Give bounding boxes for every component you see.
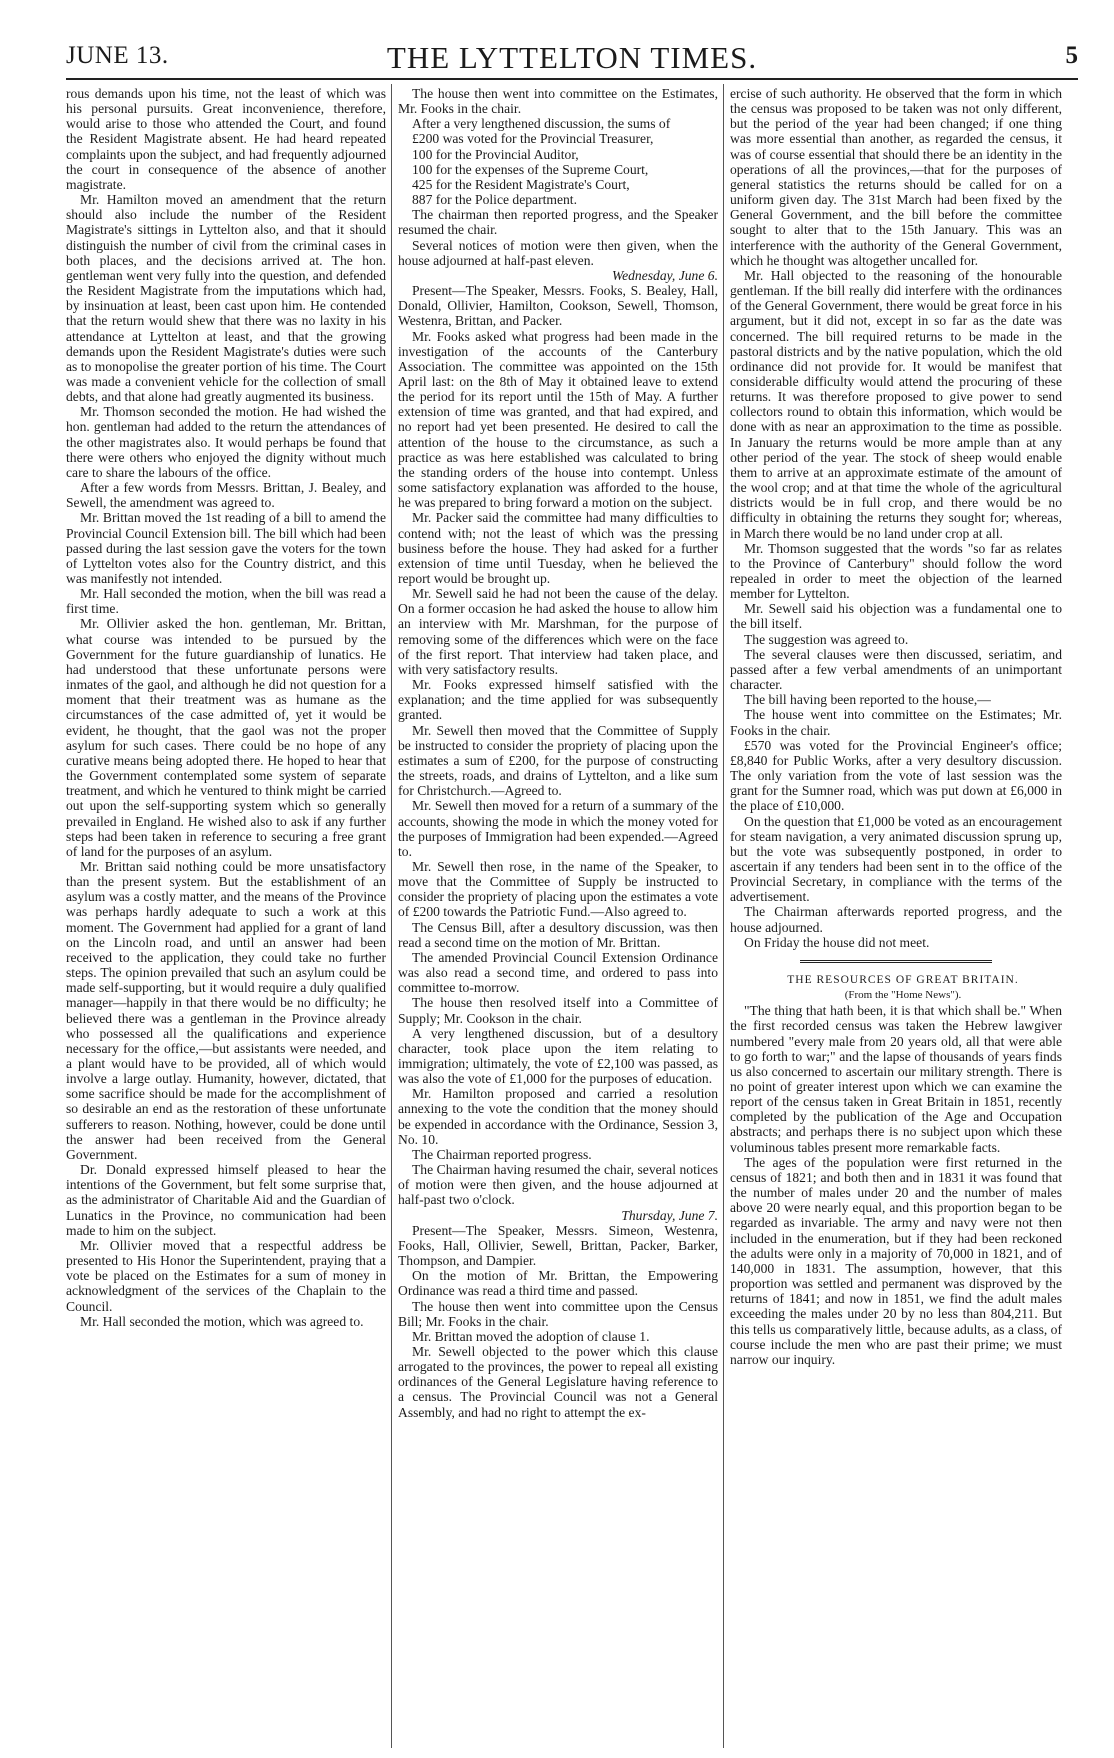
paragraph: Mr. Hall objected to the reasoning of the honourable gentleman. If the bill really did interfere with the ordinances of the General Government, there would be great force in his argument, but it did not, except in so far as the date was concerned. The bill required returns to be made in the pastoral districts and by the native population, which the old ordinance did not provide for. It would be manifest that considerable difficulty would attend the procuring of these returns. It was therefore proposed to give power to send collectors round to obtain this information, which would be done with as near an approximation to the time as possible. In January the returns would be more ample than at any other period of the year. The stock of sheep would enable them to arrive at an approximate estimate of the amount of the wool crop; and at that time the whole of the agricultural districts would be in full crop, and there would be no difficulty in obtaining the returns they sought for; whereas, in March there would be no land under crop at all.: [730, 267, 1062, 541]
paragraph: After a few words from Messrs. Brittan, J. Bealey, and Sewell, the amendment was agreed to.: [66, 480, 386, 511]
paragraph: The ages of the population were first returned in the census of 1821; and both then and in 1831 it was found that the number of males under 20 and the number of males above 20 were nearly equal, and this proportion began to be regarded as invariable. The army and navy were not then included in the enumeration, but if they had been reckoned the adults were only in a majority of 70,000 in 1821, and of 140,000 in 1831. The assumption, however, that this proportion was settled and permanent was disproved by the returns of 1841; and now in 1851, we find the adult males exceeding the males under 20 by no less than 804,211. But this tells us comparatively little, because adults, as a class, of course include the men who are past their prime; we must narrow our inquiry.: [730, 1154, 1062, 1367]
paragraph: Mr. Brittan moved the 1st reading of a bill to amend the Provincial Council Extension bill. The bill which had been passed during the last session gave the voters for the town of Lyttelton votes also for the Country district, and this was manifestly not intended.: [66, 510, 386, 586]
paragraph: The house then went into committee on the Estimates, Mr. Fooks in the chair.: [398, 86, 718, 117]
session-date: Thursday, June 7.: [621, 1207, 718, 1223]
paragraph: £570 was voted for the Provincial Engineer's office; £8,840 for Public Works, after a very desultory discussion. The only variation from the vote of last session was the grant for the Sumner road, which was put down at £6,000 in the place of £10,000.: [730, 737, 1062, 814]
sum-item: £200 was voted for the Provincial Treasurer,: [412, 131, 654, 147]
masthead-date: JUNE 13.: [66, 42, 169, 69]
session-date: Wednesday, June 6.: [612, 267, 718, 283]
paragraph: "The thing that hath been, it is that which shall be." When the first recorded census was taken the Hebrew lawgiver numbered "every male from 20 years old, all that were able to go forth to war;" and the lapse of thousands of years finds us also concerned to ascertain our military strength. There is no point of greater interest upon which we can examine the report of the census taken in Great Britain in 1851, recently completed by the publication of the Age and Occupation abstracts; and perhaps there is no subject upon which these voluminous tables present more remarkable facts.: [730, 1003, 1062, 1155]
column-separator: [723, 84, 724, 1748]
sum-item: 887 for the Police department.: [412, 192, 577, 208]
paragraph: Mr. Hall seconded the motion, when the bill was read a first time.: [66, 586, 386, 617]
paragraph: Mr. Ollivier asked the hon. gentleman, Mr. Brittan, what course was intended to be pursued by the Government for the future guardianship of lunatics. He had understood that these unfortunate persons were inmates of the gaol, and although he did not question for a moment that their treatment was as humane as the circumstances of the case admitted of, yet it would be evident, he thought, that the gaol was not the proper asylum for such cases. There could be no hope of any curative means being adopted there. He hoped to hear that the Government contemplated some system of separate treatment, and which he ventured to think might be carried out upon the self-supporting system which so generally prevailed in England. He wished also to ask if any further steps had been taken in reference to securing a free grant of land for the purposes of an asylum.: [66, 616, 386, 859]
paragraph: Mr. Thomson suggested that the words "so far as relates to the Province of Canterbury" should follow the word repealed in order to meet the objection of the learned member for Lyttelton.: [730, 540, 1062, 602]
paragraph: Present—The Speaker, Messrs. Simeon, Westenra, Fooks, Hall, Ollivier, Sewell, Brittan, Packer, Barker, Thompson, and Dampier.: [398, 1222, 718, 1269]
paragraph: The Census Bill, after a desultory discussion, was then read a second time on the motion of Mr. Brittan.: [398, 919, 718, 950]
paragraph: On the motion of Mr. Brittan, the Empowering Ordinance was read a third time and passed.: [398, 1268, 718, 1299]
paragraph: Mr. Brittan moved the adoption of clause 1.: [412, 1328, 650, 1344]
paragraph: The house then went into committee upon the Census Bill; Mr. Fooks in the chair.: [398, 1298, 718, 1329]
paragraph: Mr. Sewell said his objection was a fundamental one to the bill itself.: [730, 601, 1062, 632]
column-3: [730, 86, 1062, 1748]
paragraph: ercise of such authority. He observed that the form in which the census was proposed to be taken was not only different, but the period of the year had been changed; if one thing was more essential than another, as regarded the census, it was of course essential that should there be an identity in the operations of all the provinces,—that for the purposes of general statistics the returns should be called for on a uniform given day. The 31st March had been fixed by the General Government, and the bill before the committee sought to alter that to the 15th January. This was an interference with the authority of the General Government, which he thought was altogether uncalled for.: [730, 86, 1062, 268]
paragraph: Dr. Donald expressed himself pleased to hear the intentions of the Government, but felt some surprise that, as the administrator of Charitable Aid and the Guardian of Lunatics in the Province, no communication had been made to him on the subject.: [66, 1162, 386, 1238]
sum-item: 100 for the Provincial Auditor,: [412, 146, 579, 162]
paragraph: The Chairman having resumed the chair, several notices of motion were then given, and the house adjourned at half-past two o'clock.: [398, 1162, 718, 1208]
paragraph: After a very lengthened discussion, the sums of: [412, 116, 671, 132]
masthead: [66, 40, 1078, 80]
paragraph: Mr. Thomson seconded the motion. He had wished the hon. gentleman had added to the return the attendances of the other magistrates also. It would perhaps be found that there were others who enjoyed the dignity without much care to share the labours of the office.: [66, 404, 386, 480]
sum-item: 100 for the expenses of the Supreme Court,: [412, 161, 649, 177]
paragraph: Mr. Ollivier moved that a respectful address be presented to His Honor the Superintendent, praying that a vote be placed on the Estimates for a sum of money in acknowledgment of the services of the Chaplain to the Council.: [66, 1237, 386, 1314]
column-separator: [391, 84, 392, 1748]
paragraph: Mr. Sewell objected to the power which this clause arrogated to the provinces, the power to repeal all existing ordinances of the General Legislature having reference to a census. The Provincial Council was not a General Assembly, and had no right to attempt the ex-: [398, 1343, 718, 1420]
paragraph: The Chairman afterwards reported progress, and the house adjourned.: [730, 904, 1062, 935]
paragraph: Mr. Hamilton moved an amendment that the return should also include the number of the Resident Magistrate's sittings in Lyttelton also, and that it should distinguish the number of civil from the criminal cases in both places, and the decisions arrived at. The hon. gentleman went very fully into the question, and defended the Resident Magistrate from the imputations which had, by insinuation at least, been cast upon him. He contended that the return would shew that there was no laxity in his attendance at Lyttelton at least, and that the growing demands upon the Resident Magistrate's duties were such as to monopolise the greater portion of his time. The Court was made a convenient vehicle for the collection of small debts, and that alone had greatly augmented its business.: [66, 192, 386, 405]
paragraph: Present—The Speaker, Messrs. Fooks, S. Bealey, Hall, Donald, Ollivier, Hamilton, Cookson, Sewell, Thomson, Westenra, Brittan, and Packer.: [398, 283, 718, 329]
sum-item: 425 for the Resident Magistrate's Court,: [412, 176, 630, 192]
paragraph: The several clauses were then discussed, seriatim, and passed after a few verbal amendments of an unimportant character.: [730, 646, 1062, 693]
paragraph: Mr. Hall seconded the motion, which was agreed to.: [80, 1313, 364, 1329]
column-2: [398, 86, 718, 1748]
paragraph: Mr. Hamilton proposed and carried a resolution annexing to the vote the condition that the money should be expended in accordance with the Ordinance, Session 3, No. 10.: [398, 1086, 718, 1147]
paragraph: On Friday the house did not meet.: [744, 934, 930, 950]
column-1: [66, 86, 386, 1748]
paragraph: Mr. Packer said the committee had many difficulties to contend with; not the least of which was the pressing business before the house. They had asked for a further extension of time until Tuesday, when he believed the report would be brought up.: [398, 510, 718, 586]
paragraph: The amended Provincial Council Extension Ordinance was also read a second time, and ordered to pass into committee to-morrow.: [398, 949, 718, 996]
paragraph: The house then resolved itself into a Committee of Supply; Mr. Cookson in the chair.: [398, 995, 718, 1026]
paragraph: Mr. Sewell then rose, in the name of the Speaker, to move that the Committee of Supply be instructed to consider the propriety of placing upon the estimates a vote of £200 towards the Patriotic Fund.—Also agreed to.: [398, 858, 718, 920]
paragraph: Mr. Brittan said nothing could be more unsatisfactory than the present system. But the establishment of an asylum was a costly matter, and the means of the Province was perhaps hardly adequate to such a work at this moment. The Government had applied for a grant of land on the Lincoln road, and until an answer had been received to the application, they could take no further steps. The opinion prevailed that such an asylum could be made self-supporting, but it would require a duly qualified manager—happily in that there would be no difficulty; he believed there was a gentleman in the Province already who possessed all the qualifications and experience necessary for the office,—but assistants were needed, and a plant would have to be provided, all of which would involve a large outlay. Humanity, however, dictated, that some sacrifice should be made for the accomplishment of so desirable an end as the restoration of these unfortunate sufferers to reason. Nothing, however, could be done until the answer had been received from the General Government.: [66, 858, 386, 1162]
paragraph: The Chairman reported progress.: [412, 1146, 592, 1162]
paragraph: The bill having been reported to the house,—: [744, 692, 991, 708]
paragraph: A very lengthened discussion, but of a desultory character, took place upon the item relating to immigration; ultimately, the vote of £2,100 was passed, as was also the vote of £1,000 for the purposes of education.: [398, 1025, 718, 1087]
masthead-title: THE LYTTELTON TIMES.: [386, 40, 758, 75]
section-rule: [800, 960, 992, 963]
paragraph: Mr. Fooks asked what progress had been made in the investigation of the accounts of the Canterbury Association. The committee was appointed on the 15th April last: on the 8th of May it obtained leave to extend the period for its report until the 15th of May. A further extension of time was granted, and that had expired, and no report had yet been presented. He desired to call the attention of the house to the circumstance, as such a practice as was here established was calculated to bring the standing orders of the house into contempt. Unless some satisfactory explanation was afforded to the house, he was prepared to bring forward a motion on the subject.: [398, 328, 718, 511]
paragraph: Mr. Fooks expressed himself satisfied with the explanation; and the time applied for was subsequently granted.: [398, 677, 718, 723]
article-source: (From the "Home News").: [844, 989, 962, 1002]
paragraph: Mr. Sewell said he had not been the cause of the delay. On a former occasion he had asked the house to allow him an interview with Mr. Marshman, for the purpose of removing some of the differences which were on the face of the first report. That interview had taken place, and with very satisfactory results.: [398, 586, 718, 677]
paragraph: rous demands upon his time, not the least of which was his personal pursuits. Great inconvenience, therefore, would arise to those who attended the Court, and found the Resident Magistrate absent. He had heard repeated complaints upon the subject, and had frequently adjourned the court in consequence of the absence of another magistrate.: [66, 86, 386, 192]
paragraph: Mr. Sewell then moved that the Committee of Supply be instructed to consider the propriety of placing upon the estimates a sum of £200, for the purpose of constructing the streets, roads, and drains of Lyttelton, and a like sum for Christchurch.—Agreed to.: [398, 722, 718, 799]
paragraph: Mr. Sewell then moved for a return of a summary of the accounts, showing the mode in which the money voted for the purposes of Immigration had been expended.—Agreed to.: [398, 798, 718, 859]
paragraph: The suggestion was agreed to.: [744, 631, 909, 647]
article-heading: THE RESOURCES OF GREAT BRITAIN.: [787, 973, 1019, 986]
paragraph: The house went into committee on the Estimates; Mr. Fooks in the chair.: [730, 707, 1062, 738]
paragraph: Several notices of motion were then given, when the house adjourned at half-past eleven.: [398, 237, 718, 268]
paragraph: On the question that £1,000 be voted as an encouragement for steam navigation, a very animated discussion sprung up, but the vote was subsequently postponed, in order to ascertain if any tenders had been sent in to the office of the Provincial Secretary, in compliance with the terms of the advertisement.: [730, 813, 1062, 905]
page-number: 5: [1065, 42, 1078, 69]
paragraph: The chairman then reported progress, and the Speaker resumed the chair.: [398, 207, 718, 238]
